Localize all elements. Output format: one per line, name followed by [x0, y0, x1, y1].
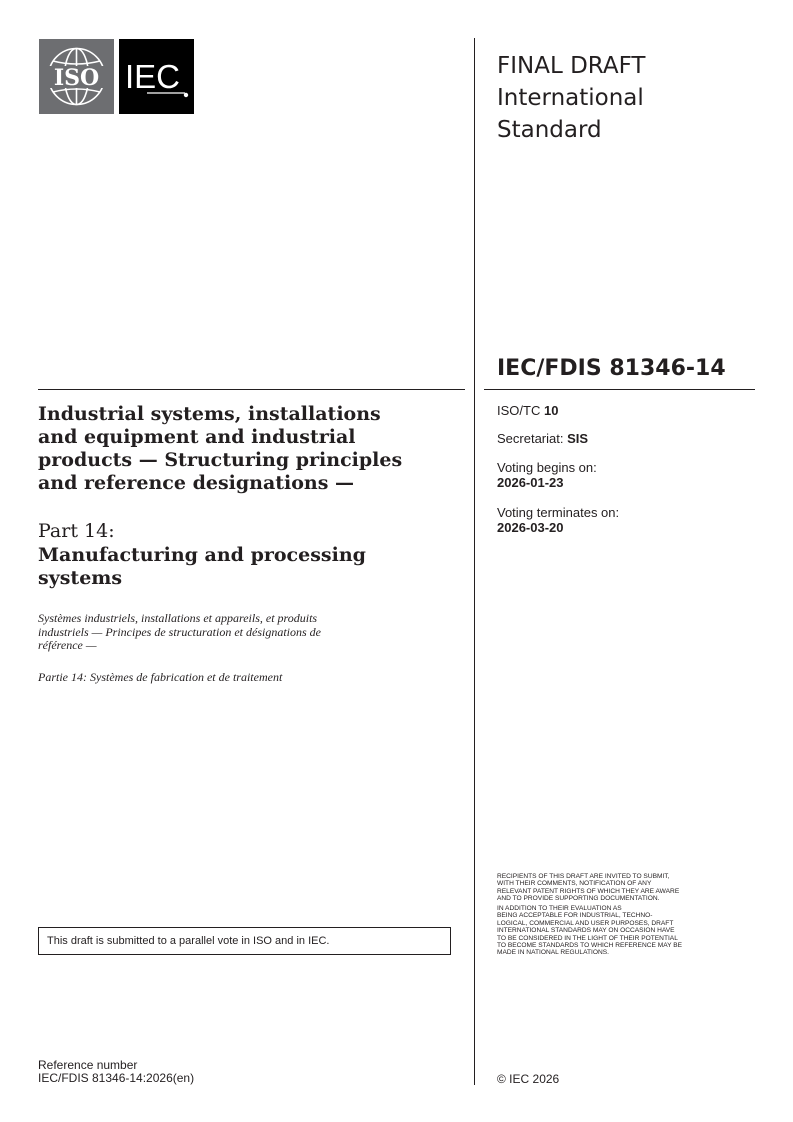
disclaimer-line: AND TO PROVIDE SUPPORTING DOCUMENTATION.	[497, 895, 660, 903]
french-title	[38, 612, 418, 653]
disclaimer-line: RECIPIENTS OF THIS DRAFT ARE INVITED TO SUBMIT,	[497, 873, 670, 880]
copyright-notice: © IEC 2026	[497, 1072, 560, 1086]
disclaimer-line: RELEVANT PATENT RIGHTS OF WHICH THEY ARE AWARE	[497, 887, 680, 895]
disclaimer-paragraph-2	[497, 905, 747, 957]
title-line: Industrial systems, installations	[38, 403, 381, 425]
right-horizontal-divider	[484, 389, 755, 390]
tc-value: 10	[543, 403, 559, 418]
secretariat-value: SIS	[567, 431, 589, 446]
disclaimer-line: LOGICAL, COMMERCIAL AND USER PURPOSES, DRAFT	[497, 919, 674, 927]
status-line: Standard	[497, 117, 602, 143]
title-line: products — Structuring principles	[38, 449, 403, 471]
voting-terminates-label: Voting terminates on:	[497, 505, 620, 520]
disclaimer-line: TO BECOME STANDARDS TO WHICH REFERENCE MAY BE	[497, 942, 683, 950]
tc-label: ISO/TC	[497, 403, 541, 418]
voting-terminates	[497, 505, 747, 535]
iso-logo	[39, 39, 114, 114]
reference-number-value: IEC/FDIS 81346-14:2026(en)	[38, 1071, 195, 1085]
technical-committee	[497, 403, 747, 418]
french-title-line: industriels — Principes de structuration et désignations de	[38, 624, 321, 639]
iso-globe-icon	[39, 39, 114, 114]
title-line: and equipment and industrial	[38, 426, 356, 448]
french-part-title: Partie 14: Systèmes de fabrication et de traitement	[38, 670, 283, 684]
voting-begins	[497, 460, 747, 490]
disclaimer-line: INTERNATIONAL STANDARDS MAY ON OCCASION HAVE	[497, 927, 675, 935]
document-number: IEC/FDIS 81346-14	[497, 356, 726, 381]
disclaimer-paragraph-1	[497, 873, 747, 903]
title-line: and reference designations —	[38, 472, 355, 494]
document-title	[38, 403, 438, 495]
status-line: FINAL DRAFT	[497, 53, 646, 79]
iso-logo-text: ISO	[53, 65, 100, 91]
secretariat-label: Secretariat:	[497, 431, 564, 446]
part-title-line: systems	[38, 567, 123, 589]
part-title	[38, 544, 438, 590]
disclaimer-line: BEING ACCEPTABLE FOR INDUSTRIAL, TECHNO-	[497, 912, 653, 920]
disclaimer-line: MADE IN NATIONAL REGULATIONS.	[497, 949, 609, 957]
disclaimer-line: WITH THEIR COMMENTS, NOTIFICATION OF ANY	[497, 880, 652, 888]
voting-begins-label: Voting begins on:	[497, 460, 597, 475]
parallel-vote-notice: This draft is submitted to a parallel vote in ISO and in IEC.	[38, 927, 451, 955]
disclaimer-line: IN ADDITION TO THEIR EVALUATION AS	[497, 905, 622, 912]
iec-logo-text: IEC	[125, 58, 181, 95]
part-label: Part 14:	[38, 520, 115, 542]
status-line: International	[497, 85, 644, 111]
part-title-line: Manufacturing and processing	[38, 544, 366, 566]
french-title-line: Systèmes industriels, installations et appareils, et produits	[38, 611, 318, 625]
document-status-heading	[497, 50, 747, 146]
iec-logo	[119, 39, 194, 114]
disclaimer-line: TO BE CONSIDERED IN THE LIGHT OF THEIR POTENTIAL	[497, 934, 678, 942]
voting-begins-date: 2026-01-23	[497, 475, 564, 490]
left-horizontal-divider	[38, 389, 465, 390]
reference-number-label: Reference number	[38, 1058, 138, 1072]
voting-terminates-date: 2026-03-20	[497, 520, 564, 535]
secretariat	[497, 431, 747, 446]
french-title-line: référence —	[38, 638, 97, 652]
iec-logo-mark	[119, 39, 194, 114]
vertical-divider	[474, 38, 475, 1085]
